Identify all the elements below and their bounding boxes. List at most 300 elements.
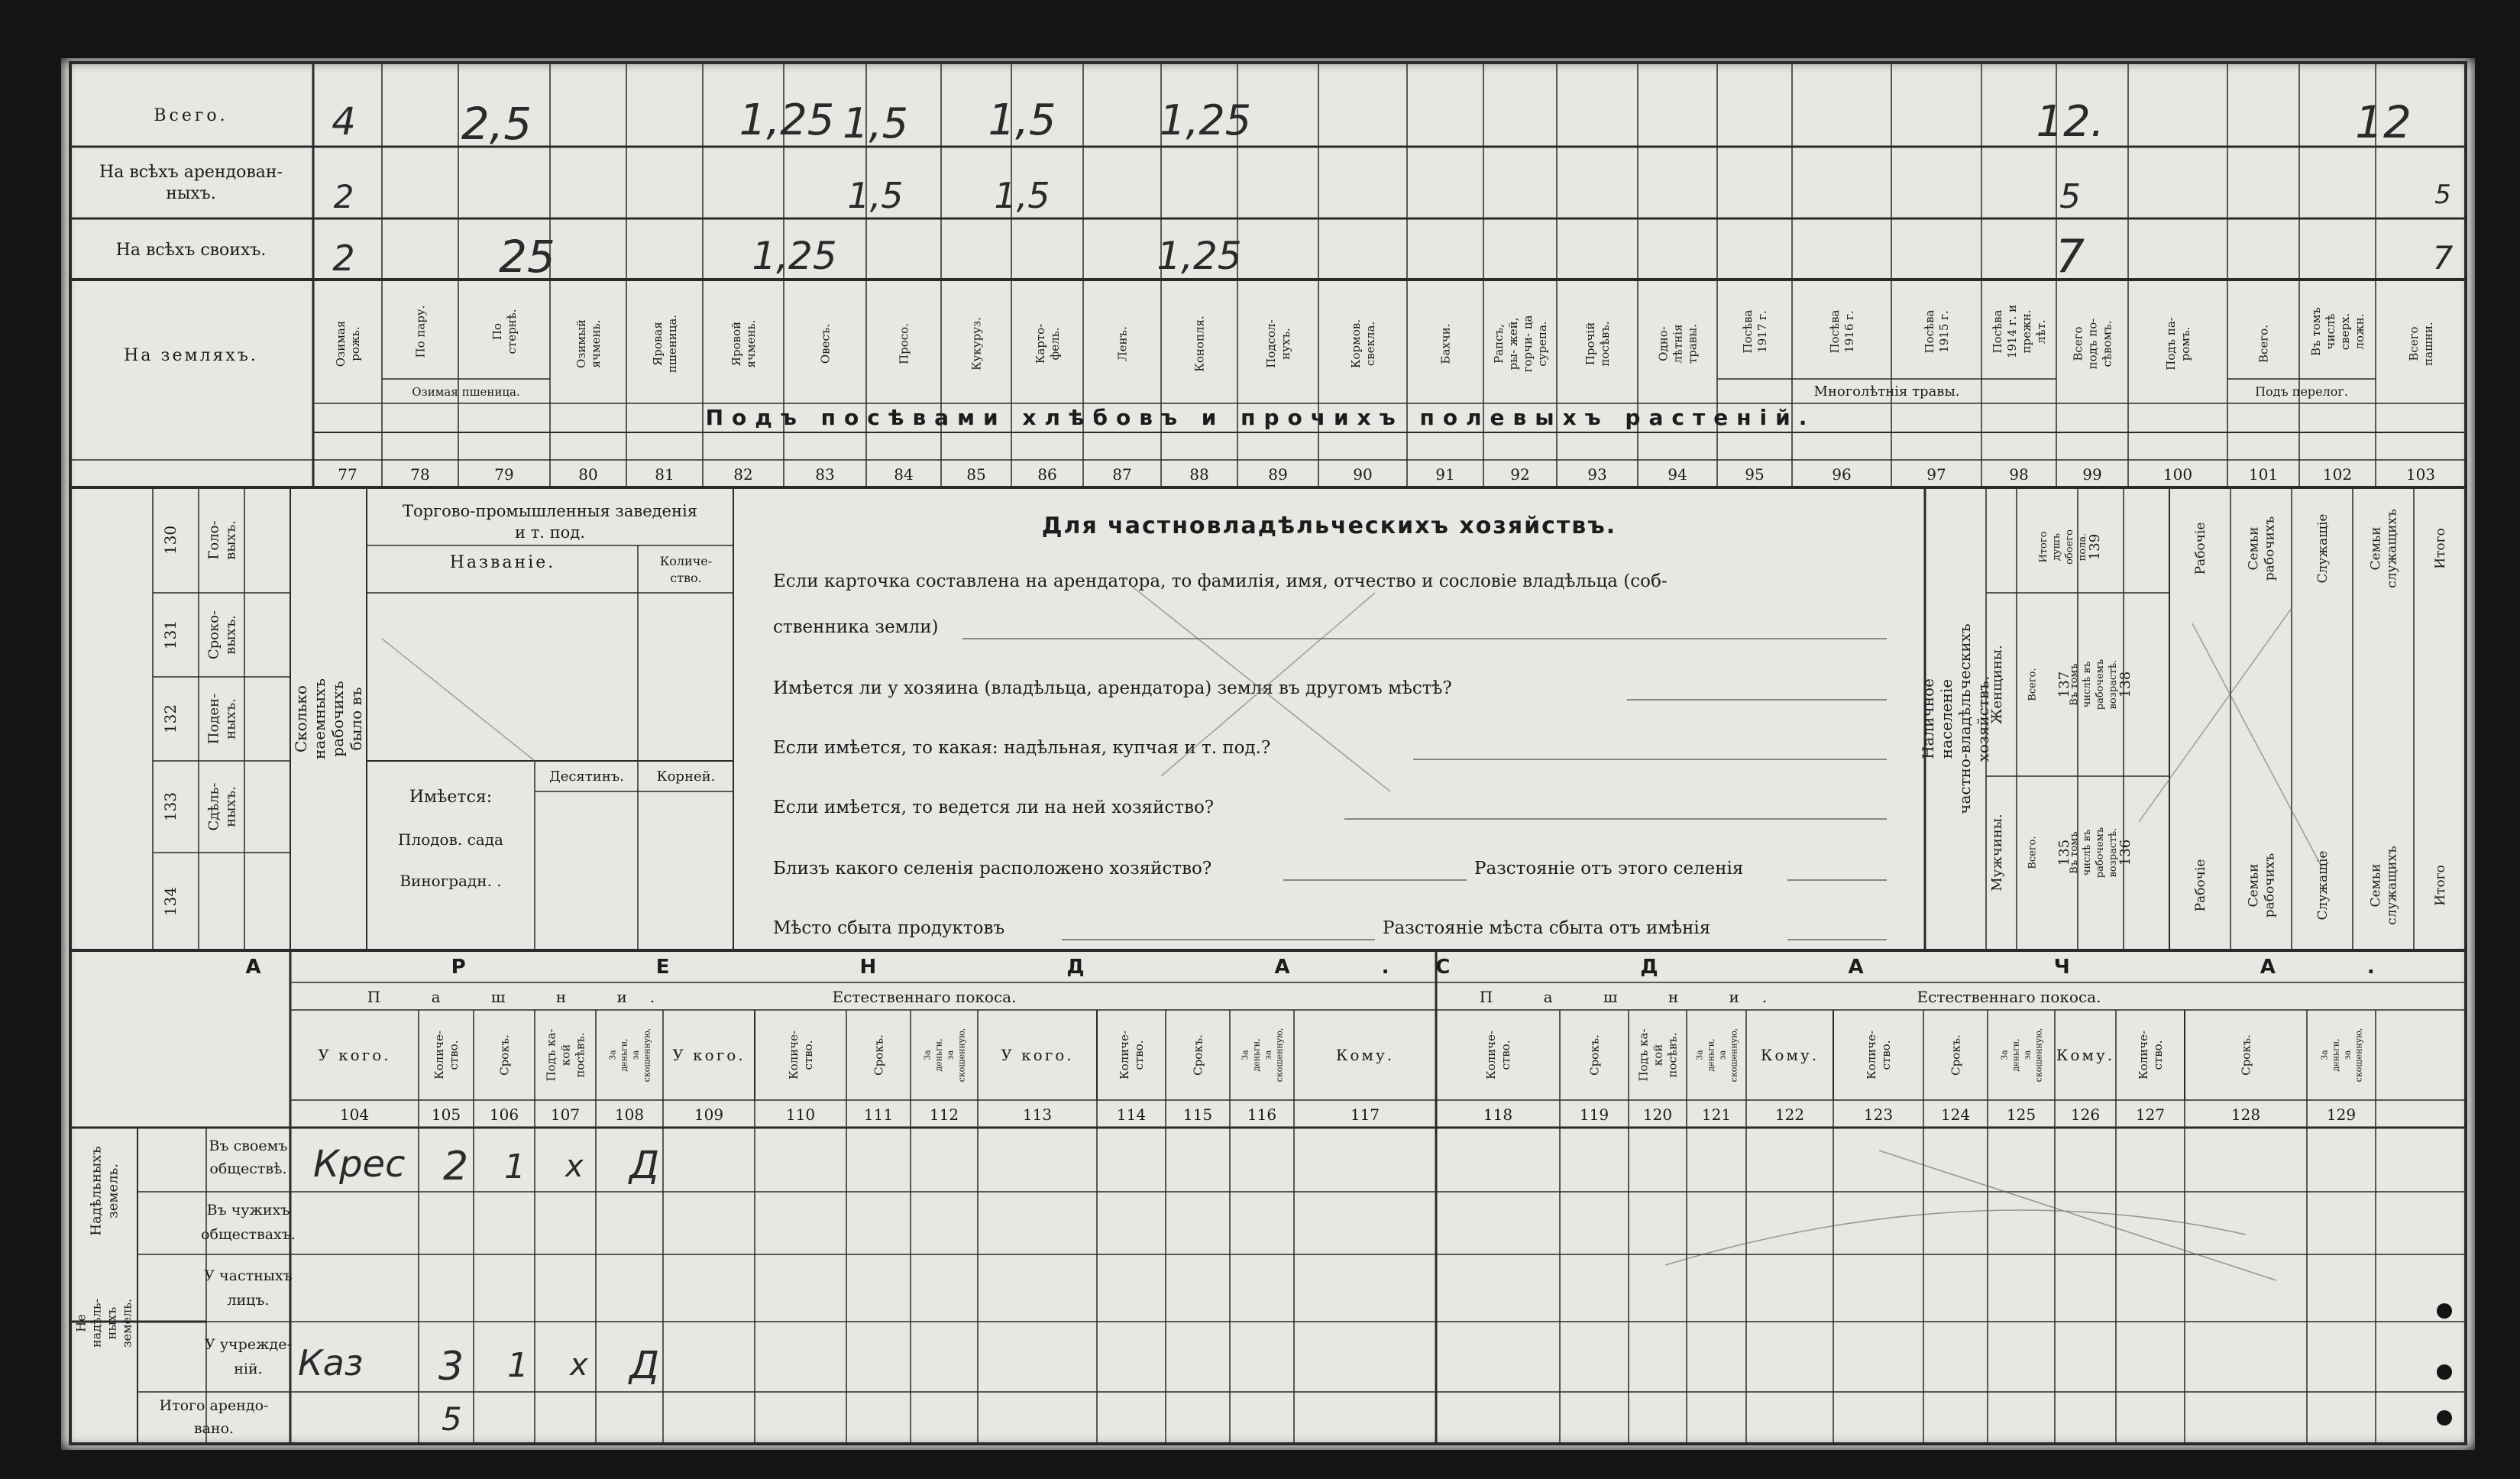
worker-type-label: ныхъ.	[222, 698, 239, 740]
lease-col-header: За	[1999, 1050, 2010, 1060]
crop-header: нухъ.	[1278, 328, 1292, 360]
handwritten-total-value: 1,5	[988, 95, 1056, 145]
crop-column-number: 101	[2248, 465, 2279, 484]
lease-col-header: Кому.	[1335, 1046, 1395, 1064]
pencil-mark	[382, 639, 535, 761]
crop-column-number: 99	[2082, 465, 2102, 484]
perennial-label: Многолѣтнія травы.	[1813, 384, 1960, 400]
crop-column-number: 103	[2405, 465, 2436, 484]
staff-col-header-bottom: Семьи	[2368, 863, 2384, 908]
crop-column-number: 93	[1587, 465, 1607, 484]
lease-column-number: 115	[1182, 1105, 1213, 1124]
left-strip-number: 132	[161, 704, 180, 734]
private-line: Если имѣется, то какая: надѣльная, купчая и т. под.?	[773, 738, 1271, 758]
crop-column-number: 85	[966, 465, 986, 484]
crop-header: лѣт.	[2033, 319, 2048, 344]
dessiatin-header: Десятинъ.	[549, 769, 624, 785]
lease-col-header: скошенную,	[2353, 1028, 2364, 1083]
crop-column-number: 87	[1112, 465, 1132, 484]
lease-col-header: У кого.	[1001, 1046, 1074, 1064]
crop-header: Всего.	[2256, 325, 2271, 363]
handwritten-lease-value: х	[565, 1149, 584, 1184]
sdacha-pokos-label: Естественнаго покоса.	[1917, 988, 2101, 1006]
lease-col-header: Кому.	[1760, 1046, 1820, 1064]
handwritten-total-value: 4	[332, 99, 356, 144]
arenda-pokos-label: Естественнаго покоса.	[832, 988, 1017, 1006]
crop-header: Кукуруз.	[969, 316, 984, 371]
lease-column-number: 114	[1116, 1105, 1147, 1124]
crop-header: По пару.	[413, 305, 428, 358]
crop-header: прежн.	[2019, 309, 2033, 354]
winter-wheat-label: Озимая пшеница.	[412, 385, 520, 399]
worker-type-label: выхъ.	[222, 520, 239, 560]
handwritten-lease-value: Д	[629, 1343, 660, 1387]
staff-col-header: Итого	[2432, 528, 2448, 569]
handwritten-own-value: 7	[2055, 230, 2085, 283]
crop-header: пшеница.	[665, 314, 679, 374]
crop-header: сверх.	[2337, 312, 2352, 351]
lease-row-label: вано.	[193, 1420, 235, 1437]
staff-col-header: Рабочіе	[2192, 522, 2208, 575]
lease-column-number: 127	[2135, 1105, 2166, 1124]
arenda-title: А Р Е Н Д А.	[245, 956, 1481, 979]
crop-header: Бахчи.	[1438, 323, 1453, 364]
crop-header: рожь.	[348, 326, 362, 361]
lease-row-label: обществахъ.	[201, 1226, 296, 1243]
lease-col-header: за	[1717, 1050, 1728, 1060]
crop-header: сурепа.	[1535, 321, 1549, 367]
worker-type-label: ныхъ.	[222, 786, 239, 827]
lease-col-header: ство.	[446, 1040, 461, 1070]
handwritten-own-value: 1,25	[752, 234, 837, 278]
lease-column-number: 128	[2230, 1105, 2261, 1124]
lease-col-header: Количе-	[1864, 1030, 1878, 1080]
private-line: Разстояніе мѣста сбыта отъ имѣнія	[1383, 918, 1711, 938]
lease-row-label: У учрежде-	[205, 1336, 292, 1353]
crop-banner: Подъ посѣвами хлѣбовъ и прочихъ полевыхъ растеній.	[705, 405, 1816, 430]
handwritten-lease-value: 1	[504, 1147, 526, 1186]
worker-type-label: Поден-	[205, 693, 222, 745]
handwritten-lease-value: 1	[507, 1346, 529, 1385]
trade-qty-header: Количе-	[659, 554, 713, 568]
lease-column-number: 117	[1350, 1105, 1380, 1124]
lease-column-number: 109	[694, 1105, 724, 1124]
lease-column-number: 106	[489, 1105, 519, 1124]
crop-header: ложн.	[2352, 313, 2366, 350]
left-strip-number: 130	[161, 525, 180, 555]
crop-header: 1917 г.	[1755, 310, 1769, 353]
staff-col-header-bottom: Служащіе	[2315, 850, 2331, 921]
population-sublabel: числѣ въ	[2082, 829, 2094, 876]
lease-col-header: скошенную,	[642, 1028, 652, 1083]
handwritten-rented-value: 2	[333, 178, 354, 215]
staff-col-header-bottom: рабочихъ	[2262, 853, 2278, 918]
crop-header: Въ томъ	[2308, 307, 2323, 356]
crop-column-number: 81	[655, 465, 674, 484]
crop-column-number: 96	[1832, 465, 1852, 484]
orchard-label: Плодов. сада	[398, 830, 503, 849]
crop-header: ячмень.	[743, 319, 758, 368]
crop-header: стернѣ.	[504, 309, 519, 354]
crop-header: Подсол-	[1263, 319, 1278, 368]
staff-col-header-bottom: Семьи	[2246, 863, 2262, 908]
lease-col-header: Срокъ.	[1949, 1034, 1963, 1076]
private-line: Если имѣется, то ведется ли на ней хозяйство?	[773, 798, 1215, 817]
staff-col-header: Служащіе	[2315, 513, 2331, 584]
crop-column-number: 94	[1668, 465, 1687, 484]
crop-header: числѣ	[2323, 313, 2337, 350]
private-box-title: Для частновладѣльческихъ хозяйствъ.	[1041, 513, 1617, 539]
lease-col-header: деньги,	[619, 1038, 629, 1072]
staff-col-header: служащихъ	[2384, 509, 2400, 588]
lease-col-header: Количе-	[1117, 1030, 1131, 1080]
crop-column-number: 98	[2009, 465, 2029, 484]
crop-header: подъ по-	[2085, 318, 2100, 370]
lease-col-header: ство.	[1498, 1040, 1512, 1070]
lease-col-header: посѣвъ.	[1665, 1032, 1680, 1078]
worker-type-label: Голо-	[205, 520, 222, 560]
fallow-label: Подъ перелог.	[2255, 384, 2348, 399]
population-title: хозяйствъ.	[1974, 675, 1992, 762]
lease-col-header: за	[945, 1050, 956, 1060]
crop-header: ячмень.	[588, 319, 603, 368]
crop-header: Всего	[2406, 326, 2421, 361]
handwritten-total-value: 1,25	[739, 95, 835, 145]
lease-column-number: 125	[2006, 1105, 2036, 1124]
group-nadel-label: земель.	[105, 1163, 121, 1219]
left-strip-number: 133	[161, 791, 180, 822]
left-strip-number: 131	[161, 620, 180, 650]
lease-col-header: ство.	[1878, 1040, 1893, 1070]
population-sublabel: возрастѣ.	[2108, 659, 2120, 710]
handwritten-own-value: 7	[2432, 239, 2454, 277]
lease-row-label: Въ чужихъ	[206, 1202, 290, 1218]
workers-question: наемныхъ	[310, 678, 328, 759]
lease-col-header: ство.	[801, 1040, 815, 1070]
crop-column-number: 88	[1189, 465, 1209, 484]
lease-col-header: кой	[1651, 1044, 1665, 1066]
population-sublabel: рабочемъ	[2095, 659, 2107, 710]
census-card-sheet	[61, 58, 2475, 1450]
crop-header: По	[490, 322, 504, 341]
trade-title: Торгово-промышленныя заведенія	[403, 502, 697, 520]
population-title: населеніе	[1937, 678, 1956, 759]
crop-header: горчи- ца	[1520, 315, 1535, 373]
population-sublabel: Всего.	[2027, 836, 2039, 869]
lease-column-number: 124	[1940, 1105, 1971, 1124]
population-sublabel: обоего	[2064, 529, 2076, 565]
punch-hole	[2437, 1364, 2452, 1380]
crop-header: пашни.	[2421, 322, 2435, 366]
crop-header: Яровая	[650, 322, 665, 366]
population-number: 136	[2117, 839, 2133, 866]
population-number: 135	[2056, 839, 2072, 866]
staff-col-header: Семьи	[2246, 526, 2262, 571]
lease-column-number: 112	[929, 1105, 959, 1124]
lease-row-label: лицъ.	[227, 1292, 270, 1309]
lease-column-number: 108	[614, 1105, 645, 1124]
row-label-rented: ныхъ.	[166, 184, 216, 203]
lease-col-header: У кого.	[318, 1046, 391, 1064]
lease-col-header: скошенную,	[2033, 1028, 2044, 1083]
vineyard-label: Виноградн. .	[400, 872, 502, 890]
lease-column-number: 116	[1247, 1105, 1277, 1124]
private-line: ственника земли)	[773, 617, 939, 637]
lease-col-header: Подъ ка-	[1636, 1028, 1651, 1082]
population-number: 139	[2087, 533, 2103, 561]
crop-header: сѣвомъ.	[2100, 320, 2114, 367]
crop-column-number: 78	[410, 465, 430, 484]
population-sublabel: Въ томъ	[2069, 831, 2081, 874]
staff-col-header-bottom: служащихъ	[2384, 846, 2400, 925]
crop-header: Карто-	[1033, 323, 1047, 364]
staff-col-header-bottom: Итого	[2432, 865, 2448, 906]
lease-col-header: ство.	[2150, 1040, 2165, 1070]
crop-header: фель.	[1047, 327, 1062, 361]
private-line: Близъ какого селенія расположено хозяйство?	[773, 859, 1212, 879]
lease-column-number: 122	[1774, 1105, 1805, 1124]
lease-col-header: За	[922, 1050, 933, 1060]
crop-column-number: 100	[2163, 465, 2193, 484]
population-title: Наличное	[1919, 678, 1937, 759]
census-card-form	[61, 58, 2475, 1450]
group-nadel-label: Надѣльныхъ	[88, 1146, 105, 1236]
lease-column-number: 104	[339, 1105, 370, 1124]
lease-col-header: Срокъ.	[872, 1034, 886, 1076]
handwritten-rented-value: 5	[2434, 180, 2451, 210]
crop-header: Посѣва	[1922, 309, 1936, 354]
group-nenadel-label: Не	[73, 1314, 89, 1332]
crop-column-number: 84	[894, 465, 914, 484]
lease-column-number: 119	[1579, 1105, 1609, 1124]
population-number: 137	[2056, 671, 2072, 698]
handwritten-lease-value: Каз	[298, 1342, 364, 1384]
handwritten-total-value: 1,5	[843, 99, 908, 147]
lease-col-header: Срокъ.	[1191, 1034, 1205, 1076]
lease-col-header: за	[1263, 1050, 1273, 1060]
lease-row-label: У частныхъ	[204, 1267, 293, 1284]
workers-question: Сколько	[292, 685, 310, 752]
lease-column-number: 107	[550, 1105, 581, 1124]
private-line: Если карточка составлена на арендатора, то фамилія, имя, отчество и сословіе владѣльца (соб-	[773, 571, 1668, 591]
crop-header: Прочій	[1583, 322, 1597, 366]
private-line: Имѣется ли у хозяина (владѣльца, арендатора) земля въ другомъ мѣстѣ?	[773, 678, 1452, 698]
handwritten-own-value: 2	[332, 238, 355, 279]
lease-col-header: У кого.	[672, 1046, 746, 1064]
crop-header: Всего	[2071, 326, 2085, 361]
population-sublabel: Въ томъ	[2069, 663, 2081, 706]
handwritten-lease-value: Крес	[313, 1143, 406, 1186]
crop-header: Посѣва	[1740, 309, 1755, 354]
lease-col-header: Срокъ.	[2239, 1034, 2253, 1076]
punch-hole	[2437, 1303, 2452, 1319]
lease-column-number: 126	[2070, 1105, 2101, 1124]
worker-type-label: Сдѣль-	[205, 782, 222, 831]
lease-column-number: 123	[1863, 1105, 1894, 1124]
lease-col-header: Срокъ.	[1587, 1034, 1602, 1076]
men-label: Мужчины.	[1989, 814, 2005, 892]
population-sublabel: возрастѣ.	[2108, 827, 2120, 878]
crop-header: свекла.	[1363, 321, 1377, 367]
worker-type-label: Сроко-	[205, 610, 222, 660]
lease-col-header: деньги,	[1706, 1038, 1716, 1072]
worker-type-label: выхъ.	[222, 615, 239, 655]
staff-col-header: Семьи	[2368, 526, 2384, 571]
crop-header: Посѣва	[1827, 309, 1842, 354]
crop-header: Конопля.	[1192, 316, 1207, 372]
lease-col-header: За	[1694, 1050, 1705, 1060]
staff-col-header-bottom: Рабочіе	[2192, 859, 2208, 912]
lease-col-header: Количе-	[432, 1030, 446, 1080]
crop-header: Рапсъ,	[1491, 324, 1506, 364]
lease-col-header: скошенную,	[956, 1028, 967, 1083]
crop-column-number: 89	[1268, 465, 1288, 484]
lease-col-header: деньги,	[1251, 1038, 1262, 1072]
trade-qty-header: ство.	[670, 571, 702, 585]
lease-row-label: Въ своемъ	[209, 1138, 288, 1154]
population-sublabel: душъ	[2051, 532, 2063, 562]
population-number: 138	[2117, 671, 2133, 698]
crop-column-number: 91	[1435, 465, 1455, 484]
group-nenadel-label: надѣль-	[89, 1299, 104, 1348]
women-label: Женщины.	[1989, 645, 2005, 724]
crop-header: Одно-	[1656, 326, 1671, 361]
private-line: Мѣсто сбыта продуктовъ	[773, 918, 1005, 938]
roots-header: Корней.	[656, 769, 716, 785]
handwritten-total-value: 1,25	[1159, 96, 1252, 144]
crop-column-number: 92	[1510, 465, 1530, 484]
lease-column-number: 110	[785, 1105, 816, 1124]
lease-column-number: 118	[1483, 1105, 1513, 1124]
lease-col-header: кой	[558, 1044, 573, 1066]
lease-col-header: Количе-	[2136, 1030, 2150, 1080]
lease-col-header: за	[2022, 1050, 2033, 1060]
lease-col-header: Кому.	[2056, 1046, 2115, 1064]
lease-col-header: деньги,	[933, 1038, 944, 1072]
lease-column-number: 120	[1642, 1105, 1673, 1124]
population-title: частно-владѣльческихъ	[1956, 623, 1974, 814]
handwritten-rented-value: 1,5	[847, 175, 904, 216]
crop-column-number: 79	[494, 465, 514, 484]
lease-column-number: 129	[2326, 1105, 2357, 1124]
lease-row-label: обществѣ.	[209, 1160, 287, 1177]
row-label-total: Всего.	[154, 106, 228, 125]
handwritten-lease-value: Д	[629, 1143, 660, 1187]
lease-row-label: Итого арендо-	[159, 1397, 269, 1414]
crop-header: ромъ.	[2178, 326, 2192, 361]
row-label-own: На всѣхъ своихъ.	[115, 241, 267, 260]
row-label-lands: На земляхъ.	[124, 346, 258, 365]
crop-header: ры- жей,	[1506, 317, 1520, 371]
staff-col-header: рабочихъ	[2262, 516, 2278, 581]
arenda-pashni-label: П а ш н и.	[367, 988, 678, 1006]
lease-col-header: Срокъ.	[497, 1034, 512, 1076]
crop-header: Озимый	[574, 319, 588, 369]
lease-col-header: За	[2319, 1050, 2330, 1060]
handwritten-total-value: 12	[2355, 96, 2412, 148]
lease-col-header: за	[630, 1050, 641, 1060]
lease-col-header: Количе-	[1483, 1030, 1498, 1080]
population-sublabel: Всего.	[2027, 668, 2039, 701]
group-nenadel-label: земель.	[119, 1298, 134, 1348]
lease-col-header: За	[1240, 1050, 1250, 1060]
handwritten-own-value: 25	[499, 231, 555, 283]
row-label-rented: На всѣхъ арендован-	[99, 163, 283, 182]
crop-column-number: 102	[2322, 465, 2353, 484]
handwritten-own-value: 1,25	[1156, 234, 1242, 278]
group-nenadel-label: ныхъ	[104, 1306, 119, 1340]
lease-col-header: за	[2342, 1050, 2353, 1060]
crop-column-number: 86	[1037, 465, 1057, 484]
crop-column-number: 77	[338, 465, 357, 484]
crop-header: Посѣва	[1990, 309, 2004, 354]
crop-header: посѣвъ.	[1597, 321, 1612, 367]
lease-column-number: 105	[431, 1105, 461, 1124]
lease-col-header: ство.	[1131, 1040, 1146, 1070]
crop-header: 1915 г.	[1936, 310, 1951, 353]
lease-column-number: 121	[1701, 1105, 1732, 1124]
handwritten-rented-value: 1,5	[994, 175, 1050, 216]
trade-name-header: Названіе.	[449, 553, 556, 572]
handwritten-lease-value: 5	[442, 1400, 462, 1438]
private-line: Разстояніе отъ этого селенія	[1474, 859, 1744, 879]
left-strip-number: 134	[161, 886, 180, 917]
crop-column-number: 83	[815, 465, 835, 484]
crop-header: 1914 г. и	[2004, 304, 2019, 359]
crop-column-number: 90	[1353, 465, 1373, 484]
lease-col-header: скошенную,	[1274, 1028, 1285, 1083]
crop-header: лѣтнія	[1671, 324, 1685, 364]
crop-header: 1916 г.	[1842, 310, 1856, 353]
sdacha-title: С Д А Ч А.	[1435, 956, 2467, 979]
population-sublabel: числѣ въ	[2082, 661, 2094, 708]
crop-header: Озимая	[333, 320, 348, 367]
lease-col-header: посѣвъ.	[573, 1032, 587, 1078]
workers-question: было въ	[347, 687, 365, 751]
lease-col-header: деньги,	[2011, 1038, 2021, 1072]
population-sublabel: рабочемъ	[2095, 827, 2107, 879]
lease-col-header: деньги,	[2331, 1038, 2341, 1072]
handwritten-rented-value: 5	[2059, 177, 2081, 216]
crop-column-number: 97	[1926, 465, 1946, 484]
handwritten-lease-value: 2	[443, 1144, 469, 1189]
crop-header: Яровой	[729, 321, 743, 367]
crop-header: Подъ па-	[2163, 317, 2178, 371]
handwritten-total-value: 2,5	[461, 98, 532, 150]
have-label: Имѣется:	[409, 788, 493, 807]
crop-column-number: 82	[733, 465, 753, 484]
crop-column-number: 95	[1745, 465, 1765, 484]
trade-title: и т. под.	[515, 523, 585, 542]
lease-column-number: 113	[1022, 1105, 1053, 1124]
lease-col-header: скошенную,	[1729, 1028, 1739, 1083]
handwritten-lease-value: 3	[438, 1344, 464, 1390]
crop-header: травы.	[1685, 324, 1700, 364]
crop-header: Просо.	[897, 323, 911, 364]
crop-header: Овесъ.	[818, 323, 833, 364]
punch-hole	[2437, 1410, 2452, 1426]
crop-header: Кормов.	[1348, 319, 1363, 369]
lease-col-header: За	[607, 1050, 618, 1060]
sdacha-pashni-label: П а ш н и.	[1479, 988, 1791, 1006]
crop-column-number: 80	[578, 465, 598, 484]
lease-col-header: Подъ ка-	[544, 1028, 558, 1082]
population-sublabel: пола.	[2077, 532, 2089, 562]
lease-col-header: Количе-	[786, 1030, 801, 1080]
handwritten-lease-value: х	[570, 1348, 588, 1383]
crop-header: Ленъ.	[1115, 326, 1130, 361]
lease-row-label: ній.	[234, 1361, 263, 1377]
